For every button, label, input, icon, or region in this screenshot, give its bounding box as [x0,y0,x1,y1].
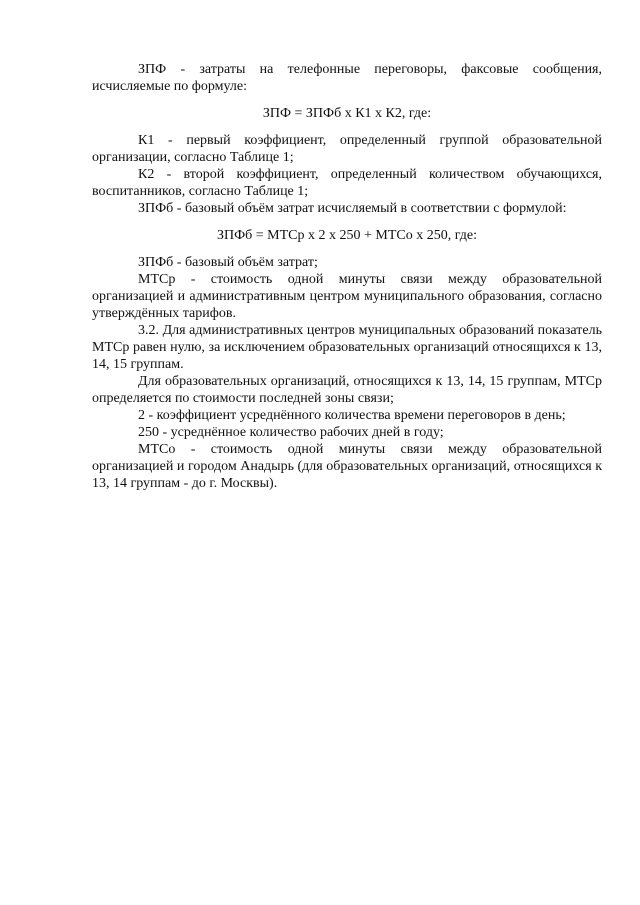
paragraph-mtso: МТСо - стоимость одной минуты связи между образовательной организацией и городом Анадырь (для образовательных организаций, относящихся к 13, 14 группам - до г. Москвы). [92,442,602,491]
paragraph-k2: К2 - второй коэффициент, определенный количеством обучающихся, воспитанников, согласно Таблице 1; [92,167,602,199]
paragraph-groups: Для образовательных организаций, относящихся к 13, 14, 15 группам, МТСр определяется по стоимости последней зоны связи; [92,374,602,406]
paragraph-250: 250 - усреднённое количество рабочих дней в году; [138,425,444,440]
formula-zpf: ЗПФ = ЗПФб х К1 х К2, где: [262,106,432,121]
paragraph-zpfb-intro: ЗПФб - базовый объём затрат исчисляемый в соответствии с формулой: [138,201,567,216]
formula-zpfb: ЗПФб = МТСр х 2 х 250 + МТСо х 250, где: [216,228,478,243]
paragraph-zpf-intro: ЗПФ - затраты на телефонные переговоры, факсовые сообщения, исчисляемые по формуле: [92,62,602,94]
document-body [92,61,602,492]
paragraph-3-2: 3.2. Для административных центров муниципальных образований показатель МТСр равен нулю, за исключением образовательных организаций относящихся к 13, 14, 15 группам. [92,323,602,372]
paragraph-k1: К1 - первый коэффициент, определенный группой образовательной организации, согласно Таблице 1; [92,133,602,165]
paragraph-mtsr: МТСр - стоимость одной минуты связи между образовательной организацией и административным центром муниципального образования, согласно утверждённых тарифов. [92,272,602,321]
paragraph-zpfb-definition: ЗПФб - базовый объём затрат; [138,255,318,270]
paragraph-coefficient-2: 2 - коэффициент усреднённого количества времени переговоров в день; [138,408,566,423]
